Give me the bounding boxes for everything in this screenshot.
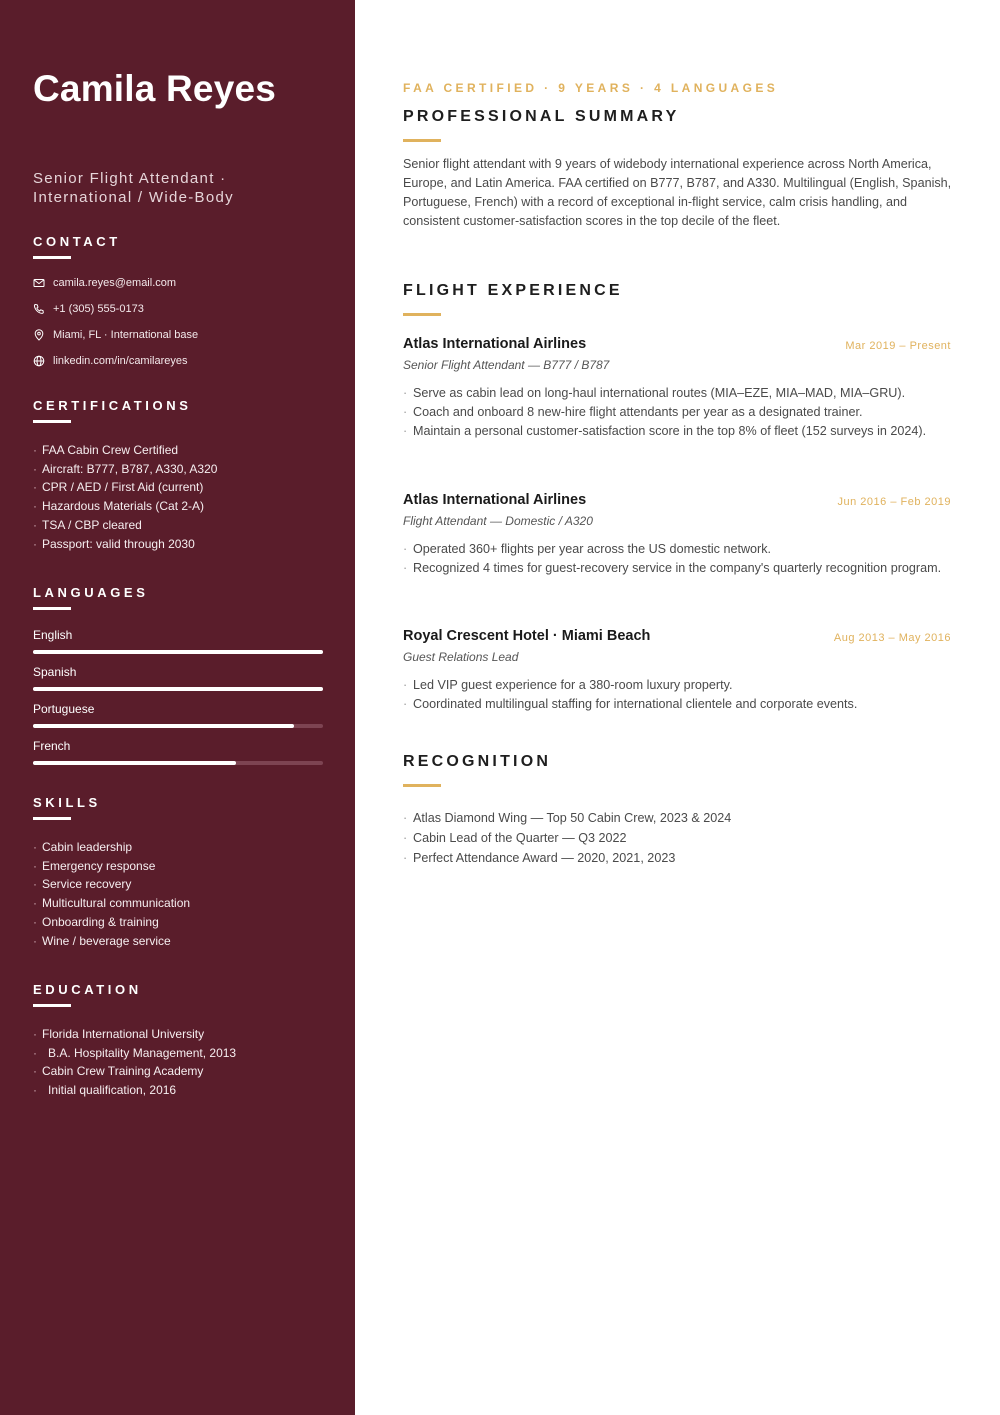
- bullet-dot: ·: [403, 678, 408, 692]
- bullet-dot: ·: [33, 840, 37, 854]
- job-dates: Jun 2016 – Feb 2019: [837, 496, 951, 508]
- recognition-text: Cabin Lead of the Quarter — Q3 2022: [413, 831, 627, 845]
- certification-text: CPR / AED / First Aid (current): [42, 480, 204, 495]
- bullet-dot: ·: [403, 851, 408, 865]
- list-item: [403, 808, 731, 828]
- job-bullet-text: Coordinated multilingual staffing for international clientele and corporate events.: [413, 697, 858, 711]
- bullet-dot: ·: [403, 561, 408, 575]
- main-content: [403, 0, 953, 1415]
- certification-text: TSA / CBP cleared: [42, 517, 142, 532]
- bullet-dot: ·: [403, 405, 408, 419]
- bullet-dot: ·: [403, 831, 408, 845]
- experience-heading: FLIGHT EXPERIENCE: [403, 282, 623, 299]
- mail-icon: [33, 277, 45, 289]
- job-bullets: [403, 540, 953, 578]
- language-level-fill: [33, 687, 323, 691]
- list-item: [33, 535, 333, 554]
- list-item: [33, 1062, 333, 1081]
- job-company: Atlas International Airlines: [403, 492, 587, 508]
- location-icon: [33, 329, 45, 341]
- job-bullets: [403, 676, 953, 714]
- education-text: Cabin Crew Training Academy: [42, 1064, 204, 1079]
- education-heading: EDUCATION: [33, 982, 142, 997]
- list-item: [403, 559, 953, 578]
- job-bullet-text: Serve as cabin lead on long-haul international routes (MIA–EZE, MIA–MAD, MIA–GRU).: [413, 386, 906, 400]
- list-item: [33, 913, 333, 932]
- list-item: [403, 848, 731, 868]
- education-text: B.A. Hospitality Management, 2013: [48, 1045, 237, 1060]
- contact-heading: CONTACT: [33, 234, 121, 249]
- list-item: [403, 540, 953, 559]
- language-level-bar: [33, 724, 323, 728]
- bullet-dot: ·: [33, 858, 37, 873]
- contact-email[interactable]: [33, 275, 176, 291]
- bullet-dot: ·: [33, 896, 37, 911]
- list-item: [33, 894, 333, 913]
- candidate-title: [33, 169, 333, 207]
- recognition-text: Atlas Diamond Wing — Top 50 Cabin Crew, 2023 & 2024: [413, 811, 732, 825]
- bullet-dot: ·: [33, 877, 37, 892]
- language-name: Portuguese: [33, 702, 95, 716]
- experience-heading-rule: [403, 313, 441, 316]
- skills-list: [33, 838, 333, 950]
- globe-icon: [33, 355, 45, 367]
- list-item: [33, 441, 333, 460]
- certification-text: Passport: valid through 2030: [42, 536, 195, 551]
- job-bullet-text: Operated 360+ flights per year across the US domestic network.: [413, 542, 772, 556]
- skills-heading-rule: [33, 817, 71, 820]
- bullet-dot: ·: [33, 480, 37, 495]
- list-item: [33, 932, 333, 951]
- list-item: [403, 828, 731, 848]
- bullet-dot: ·: [33, 1045, 37, 1060]
- job-role: Flight Attendant — Domestic / A320: [403, 514, 593, 528]
- education-text: Florida International University: [42, 1027, 205, 1041]
- contact-heading-rule: [33, 256, 71, 259]
- job-entry: [403, 492, 953, 578]
- certification-text: FAA Cabin Crew Certified: [42, 443, 179, 457]
- job-role: Guest Relations Lead: [403, 650, 519, 664]
- certifications-list: [33, 441, 333, 553]
- candidate-title-line: International / Wide-Body: [33, 189, 234, 206]
- bullet-dot: ·: [33, 461, 37, 476]
- job-entry: [403, 628, 953, 714]
- contact-phone[interactable]: [33, 301, 144, 317]
- job-bullet-text: Led VIP guest experience for a 380-room luxury property.: [413, 678, 733, 692]
- candidate-title-line: Senior Flight Attendant ·: [33, 170, 227, 187]
- language-name: French: [33, 739, 71, 753]
- contact-location-text: Miami, FL · International base: [53, 329, 199, 341]
- phone-icon: [33, 303, 45, 315]
- contact-phone-text: +1 (305) 555-0173: [53, 303, 144, 315]
- job-entry: [403, 336, 953, 441]
- language-name: English: [33, 628, 73, 642]
- language-level-bar: [33, 687, 323, 691]
- languages-heading-rule: [33, 607, 71, 610]
- contact-linkedin-text: linkedin.com/in/camilareyes: [53, 355, 188, 367]
- certifications-heading: CERTIFICATIONS: [33, 398, 192, 413]
- certifications-heading-rule: [33, 420, 71, 423]
- language-level-bar: [33, 650, 323, 654]
- language-level-fill: [33, 724, 294, 728]
- list-item: [33, 1044, 333, 1063]
- bullet-dot: ·: [33, 1027, 37, 1041]
- language-level-bar: [33, 761, 323, 765]
- bullet-dot: ·: [403, 424, 408, 438]
- skill-text: Service recovery: [42, 877, 132, 892]
- skill-text: Emergency response: [42, 858, 156, 873]
- job-bullet-text: Recognized 4 times for guest-recovery service in the company's quarterly recognition program.: [413, 561, 942, 575]
- language-level-fill: [33, 761, 236, 765]
- list-item: [33, 478, 333, 497]
- list-item: [33, 857, 333, 876]
- bullet-dot: ·: [33, 1064, 37, 1079]
- list-item: [403, 422, 953, 441]
- job-company: Royal Crescent Hotel · Miami Beach: [403, 628, 651, 644]
- job-bullets: [403, 384, 953, 441]
- skill-text: Cabin leadership: [42, 840, 133, 854]
- education-list: [33, 1025, 333, 1100]
- list-item: [403, 676, 953, 695]
- job-bullet-text: Coach and onboard 8 new-hire flight attendants per year as a designated trainer.: [413, 405, 863, 419]
- bullet-dot: ·: [403, 542, 408, 556]
- certification-text: Aircraft: B777, B787, A330, A320: [42, 461, 218, 476]
- recognition-list: [403, 808, 731, 868]
- bullet-dot: ·: [33, 517, 37, 532]
- bullet-dot: ·: [33, 914, 37, 929]
- summary-heading: PROFESSIONAL SUMMARY: [403, 108, 680, 125]
- list-item: [33, 516, 333, 535]
- language-level-fill: [33, 650, 323, 654]
- contact-linkedin[interactable]: [33, 353, 188, 369]
- job-company: Atlas International Airlines: [403, 336, 587, 352]
- certification-text: Hazardous Materials (Cat 2-A): [42, 499, 205, 514]
- contact-email-text: camila.reyes@email.com: [53, 277, 177, 289]
- skills-heading: SKILLS: [33, 795, 101, 810]
- languages-heading: LANGUAGES: [33, 585, 149, 600]
- job-dates: Aug 2013 – May 2016: [833, 632, 951, 644]
- recognition-text: Perfect Attendance Award — 2020, 2021, 2023: [413, 851, 676, 865]
- bullet-dot: ·: [33, 1083, 37, 1098]
- bullet-dot: ·: [403, 811, 408, 825]
- education-heading-rule: [33, 1004, 71, 1007]
- language-name: Spanish: [33, 665, 77, 679]
- candidate-name: Camila Reyes: [33, 68, 277, 109]
- list-item: [33, 838, 333, 857]
- bullet-dot: ·: [33, 443, 37, 457]
- job-role: Senior Flight Attendant — B777 / B787: [403, 358, 610, 372]
- education-text: Initial qualification, 2016: [48, 1083, 177, 1098]
- sidebar: [0, 0, 355, 1415]
- job-dates: Mar 2019 – Present: [845, 340, 951, 352]
- recognition-heading: RECOGNITION: [403, 753, 552, 770]
- skill-text: Wine / beverage service: [42, 933, 171, 948]
- list-item: [403, 695, 953, 714]
- bullet-dot: ·: [403, 697, 408, 711]
- list-item: [33, 875, 333, 894]
- bullet-dot: ·: [33, 536, 37, 551]
- list-item: [403, 403, 953, 422]
- list-item: [33, 1025, 333, 1044]
- list-item: [33, 460, 333, 479]
- bullet-dot: ·: [33, 933, 37, 948]
- list-item: [33, 1081, 333, 1100]
- summary-text: Senior flight attendant with 9 years of widebody international experience across North America, Europe, and Latin America. FAA certified on B777, B787, and A330. Multilingual (English, Spanish, Portuguese, French) with a record of exceptional in-flight service, calm crisis handling, and consistent customer-satisfaction scores in the top decile of the fleet.: [403, 157, 952, 228]
- contact-location: [33, 327, 198, 343]
- summary-heading-rule: [403, 139, 441, 142]
- list-item: [33, 497, 333, 516]
- tagline: FAA CERTIFIED · 9 YEARS · 4 LANGUAGES: [403, 81, 779, 95]
- job-bullet-text: Maintain a personal customer-satisfaction score in the top 8% of fleet (152 surveys in 2024).: [413, 424, 927, 438]
- list-item: [403, 384, 953, 403]
- bullet-dot: ·: [33, 499, 37, 514]
- recognition-heading-rule: [403, 784, 441, 787]
- skill-text: Multicultural communication: [42, 896, 191, 911]
- skill-text: Onboarding & training: [42, 914, 159, 929]
- bullet-dot: ·: [403, 386, 408, 400]
